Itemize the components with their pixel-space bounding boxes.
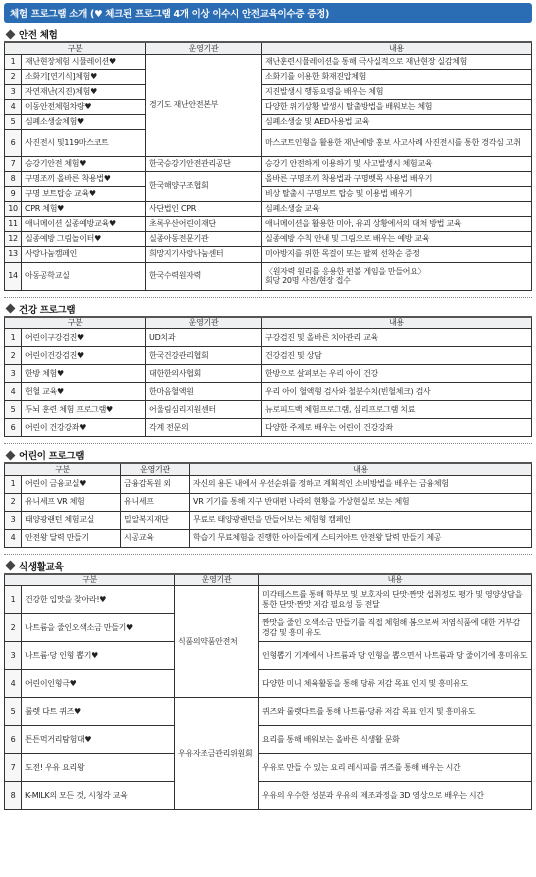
- program-desc: 소화기를 이용한 화재진압체험: [262, 69, 532, 84]
- diamond-bullet-icon: [6, 561, 16, 571]
- row-number: 3: [5, 642, 22, 670]
- table-row: [5, 262, 532, 290]
- org-name: 밀알복지재단: [121, 511, 190, 529]
- table-row: [5, 642, 532, 670]
- table-row: [5, 754, 532, 782]
- table-row: [5, 670, 532, 698]
- section-title-text: 식생활교육: [19, 561, 64, 573]
- row-number: 6: [5, 726, 22, 754]
- row-number: 8: [5, 171, 22, 186]
- program-name: K-MILK의 모든 것, 시청각 교육: [22, 782, 175, 810]
- row-number: 5: [5, 114, 22, 129]
- section-title-health: [4, 302, 532, 316]
- program-desc: 한방으로 살펴보는 우리 아이 건강: [262, 365, 532, 383]
- org-name: 실종아동전문기관: [146, 231, 262, 246]
- program-desc: 미각테스트를 통해 학부모 및 보호자의 단맛·짠맛 섭취정도 평가 및 영양상담을 통한 단맛·짠맛 저감 필요성 등 전달: [259, 586, 532, 614]
- table-row: [5, 365, 532, 383]
- program-desc: 심폐소생술 및 AED사용법 교육: [262, 114, 532, 129]
- row-number: 1: [5, 329, 22, 347]
- program-desc: 요리를 통해 배워보는 올바른 식생활 문화: [259, 726, 532, 754]
- table-header-row: [5, 317, 532, 329]
- row-number: 4: [5, 99, 22, 114]
- row-number: 6: [5, 419, 22, 437]
- row-number: 2: [5, 614, 22, 642]
- table-row: [5, 782, 532, 810]
- row-number: 3: [5, 365, 22, 383]
- row-number: 11: [5, 216, 22, 231]
- header-content: 내용: [190, 463, 532, 475]
- program-desc: 우유로 만들 수 있는 요리 레시피를 퀴즈를 통해 배우는 시간: [259, 754, 532, 782]
- program-name: 어린이건강검진♥: [22, 347, 146, 365]
- program-desc: 실종예방 수칙 안내 및 그림으로 배우는 예방 교육: [262, 231, 532, 246]
- program-name: 유니세프 VR 체험: [22, 493, 121, 511]
- program-name: 사진전시 및119마스코트: [22, 129, 146, 156]
- row-number: 7: [5, 156, 22, 171]
- program-name: 이동안전체험차량♥: [22, 99, 146, 114]
- table-row: [5, 614, 532, 642]
- row-number: 12: [5, 231, 22, 246]
- header-category: 구분: [5, 463, 121, 475]
- section-title-diet: [4, 559, 532, 573]
- table-row: [5, 216, 532, 231]
- program-name: 건강한 입맛을 찾아라!♥: [22, 586, 175, 614]
- table-row: [5, 329, 532, 347]
- row-number: 8: [5, 782, 22, 810]
- table-row: [5, 529, 532, 547]
- org-name: 대한한의사협회: [146, 365, 262, 383]
- table-row: [5, 69, 532, 84]
- program-desc: 마스코트인형을 활용한 재난예방 홍보 사고사례 사진전시를 통한 경각심 고취: [262, 129, 532, 156]
- program-name: 소화기[연기식]체험♥: [22, 69, 146, 84]
- org-name: 어울림심리지원센터: [146, 401, 262, 419]
- org-name: 한국승강기안전관리공단: [146, 156, 262, 171]
- program-desc: 지진발생시 행동요령을 배우는 체험: [262, 84, 532, 99]
- row-number: 7: [5, 754, 22, 782]
- org-name: 한마음혈액원: [146, 383, 262, 401]
- program-name: 구명 보트탑승 교육♥: [22, 186, 146, 201]
- program-name: 태양광랜턴 체험교실: [22, 511, 121, 529]
- program-name: 아동공학교실: [22, 262, 146, 290]
- table-row: [5, 401, 532, 419]
- divider: [4, 554, 532, 555]
- header-category: 구분: [5, 42, 146, 54]
- program-desc: 자신의 용돈 내에서 우선순위를 정하고 계획적인 소비방법을 배우는 금융체험: [190, 475, 532, 493]
- divider: [4, 443, 532, 444]
- row-number: 14: [5, 262, 22, 290]
- program-desc: 승강기 안전하게 이용하기 및 사고발생시 체험교육: [262, 156, 532, 171]
- program-desc: 퀴즈와 룰렛다트를 통해 나트륨·당류 저감 목표 인지 및 흥미유도: [259, 698, 532, 726]
- safety-table: [4, 41, 532, 291]
- org-name: UD치과: [146, 329, 262, 347]
- header-content: 내용: [262, 317, 532, 329]
- program-name: 구명조끼 올바른 착용법♥: [22, 171, 146, 186]
- row-number: 4: [5, 529, 22, 547]
- row-number: 5: [5, 401, 22, 419]
- table-row: [5, 231, 532, 246]
- program-desc: 다양한 위기상황 발생시 탈출방법을 배워보는 체험: [262, 99, 532, 114]
- org-name: 희망지기사랑나눔센터: [146, 246, 262, 262]
- org-name: 식품의약품안전처: [175, 586, 259, 698]
- org-name: 유니세프: [121, 493, 190, 511]
- program-name: 심폐소생술체험♥: [22, 114, 146, 129]
- divider: [4, 297, 532, 298]
- row-number: 5: [5, 698, 22, 726]
- row-number: 3: [5, 84, 22, 99]
- header-org: 운영기관: [146, 317, 262, 329]
- row-number: 4: [5, 383, 22, 401]
- row-number: 6: [5, 129, 22, 156]
- org-name: 경기도 재난안전본부: [146, 54, 262, 156]
- program-name: 자연재난(지진)체험♥: [22, 84, 146, 99]
- table-row: [5, 698, 532, 726]
- row-number: 2: [5, 69, 22, 84]
- row-number: 2: [5, 493, 22, 511]
- row-number: 1: [5, 54, 22, 69]
- row-number: 3: [5, 511, 22, 529]
- row-number: 13: [5, 246, 22, 262]
- program-desc: 구강검진 및 올바른 치아관리 교육: [262, 329, 532, 347]
- diamond-bullet-icon: [6, 29, 16, 39]
- program-name: 한방 체험♥: [22, 365, 146, 383]
- row-number: 1: [5, 586, 22, 614]
- program-name: 승강기안전 체험♥: [22, 156, 146, 171]
- program-name: 두뇌 훈련 체험 프로그램♥: [22, 401, 146, 419]
- table-header-row: [5, 463, 532, 475]
- row-number: 1: [5, 475, 22, 493]
- header-org: 운영기관: [121, 463, 190, 475]
- program-name: 도전! 우유 요리왕: [22, 754, 175, 782]
- section-title-text: 건강 프로그램: [19, 304, 76, 316]
- program-desc: 건강검진 및 상담: [262, 347, 532, 365]
- program-desc: 애니메이션을 활용한 미아, 유괴 상황에서의 대처 방법 교육: [262, 216, 532, 231]
- org-name: 초록우산어린이재단: [146, 216, 262, 231]
- program-name: 어린이 건강강좌♥: [22, 419, 146, 437]
- table-row: [5, 726, 532, 754]
- program-desc: 인형뽑기 기계에서 나트륨과 당 인형을 뽑으면서 나트륨과 당 줄이기에 흥미유도: [259, 642, 532, 670]
- header-category: 구분: [5, 317, 146, 329]
- diamond-bullet-icon: [6, 304, 16, 314]
- table-row: [5, 586, 532, 614]
- program-desc: 무료로 태양광랜턴을 만들어보는 체험형 캠페인: [190, 511, 532, 529]
- program-desc: 〈원자력 원리를 응용한 펀볼 게임을 만들어요〉 회당 20명 사전/현장 접수: [262, 262, 532, 290]
- program-name: 실종예방 그림놀이터♥: [22, 231, 146, 246]
- table-row: [5, 475, 532, 493]
- program-desc: 다양한 미니 체육활동을 통해 당류 저감 목표 인지 및 흥미유도: [259, 670, 532, 698]
- org-name: 우유자조금관리위원회: [175, 698, 259, 810]
- program-desc: 재난훈련시뮬레이션을 통해 극사실적으로 재난현장 실감체험: [262, 54, 532, 69]
- program-name: 어린이인형극♥: [22, 670, 175, 698]
- org-name: 시공교육: [121, 529, 190, 547]
- program-desc: 올바른 구명조끼 착용법과 구명벳목 사용법 배우기: [262, 171, 532, 186]
- org-name: 한국수력원자력: [146, 262, 262, 290]
- org-name: 한국건강관리협회: [146, 347, 262, 365]
- row-number: 4: [5, 670, 22, 698]
- table-row: [5, 347, 532, 365]
- table-row: [5, 419, 532, 437]
- program-desc: 우리 아이 혈액형 검사와 철분수치(빈혈체크) 검사: [262, 383, 532, 401]
- program-desc: 뉴로피드백 체험프로그램, 심리프로그램 치료: [262, 401, 532, 419]
- program-name: 나트륨·당 인형 뽑기♥: [22, 642, 175, 670]
- row-number: 2: [5, 347, 22, 365]
- program-name: 룰렛 다트 퀴즈♥: [22, 698, 175, 726]
- program-name: 애니메이션 실종예방교육♥: [22, 216, 146, 231]
- program-name: 튼튼먹거리탐험대♥: [22, 726, 175, 754]
- table-header-row: [5, 42, 532, 54]
- program-name: 헌혈 교육♥: [22, 383, 146, 401]
- row-number: 10: [5, 201, 22, 216]
- program-desc: 다양한 주제로 배우는 어린이 건강강좌: [262, 419, 532, 437]
- table-row: [5, 114, 532, 129]
- header-content: 내용: [262, 42, 532, 54]
- table-row: [5, 129, 532, 156]
- program-name: CPR 체험♥: [22, 201, 146, 216]
- diamond-bullet-icon: [6, 450, 16, 460]
- table-row: [5, 201, 532, 216]
- header-org: 운영기관: [146, 42, 262, 54]
- program-desc: 우유의 우수한 성분과 우유의 제조과정을 3D 영상으로 배우는 시간: [259, 782, 532, 810]
- program-desc: 학습기 무료체험을 진행한 아이들에게 스티커아트 안전왕 달력 만들기 제공: [190, 529, 532, 547]
- table-row: [5, 186, 532, 201]
- section-title-text: 안전 체험: [19, 30, 58, 41]
- table-row: [5, 246, 532, 262]
- table-row: [5, 84, 532, 99]
- table-row: [5, 171, 532, 186]
- header-org: 운영기관: [175, 574, 259, 586]
- org-name: 각계 전문의: [146, 419, 262, 437]
- table-row: [5, 99, 532, 114]
- table-row: [5, 383, 532, 401]
- table-row: [5, 54, 532, 69]
- program-name: 재난현장체험 시뮬레이션♥: [22, 54, 146, 69]
- program-name: 어린이 금융교실♥: [22, 475, 121, 493]
- table-row: [5, 493, 532, 511]
- org-name: 금융감독원 외: [121, 475, 190, 493]
- diet-table: [4, 573, 532, 811]
- section-title-safety: [4, 27, 532, 41]
- program-desc: 미아방지를 위한 목걸이 또는 팔찌 선착순 증정: [262, 246, 532, 262]
- page-title: 체험 프로그램 소개 (♥ 체크된 프로그램 4개 이상 이수시 안전교육이수증 증정): [10, 9, 329, 20]
- row-number: 9: [5, 186, 22, 201]
- table-header-row: [5, 574, 532, 586]
- header-category: 구분: [5, 574, 175, 586]
- header-content: 내용: [259, 574, 532, 586]
- health-table: [4, 316, 532, 438]
- program-desc: VR 기기를 통해 지구 반대편 나라의 현황을 가상현실로 보는 체험: [190, 493, 532, 511]
- program-name: 안전왕 달력 만들기: [22, 529, 121, 547]
- section-title-text: 어린이 프로그램: [19, 451, 85, 462]
- table-row: [5, 511, 532, 529]
- program-desc: 심폐소생술 교육: [262, 201, 532, 216]
- program-name: 사랑나눔캠페인: [22, 246, 146, 262]
- program-desc: 비상 탈출시 구명보트 탑승 및 이용법 배우기: [262, 186, 532, 201]
- program-name: 나트륨을 줄인오색소금 만들기♥: [22, 614, 175, 642]
- kids-table: [4, 462, 532, 548]
- section-title-kids: [4, 448, 532, 462]
- program-name: 어린이구강검진♥: [22, 329, 146, 347]
- table-row: [5, 156, 532, 171]
- program-desc: 짠맛을 줄인 오색소금 만들기를 직접 체험해 봄으로써 저염식품에 대한 거부감 경감 및 흥미 유도: [259, 614, 532, 642]
- org-name: 사단법인 CPR: [146, 201, 262, 216]
- page-title-bar: [4, 3, 532, 23]
- org-name: 한국해양구조협회: [146, 171, 262, 201]
